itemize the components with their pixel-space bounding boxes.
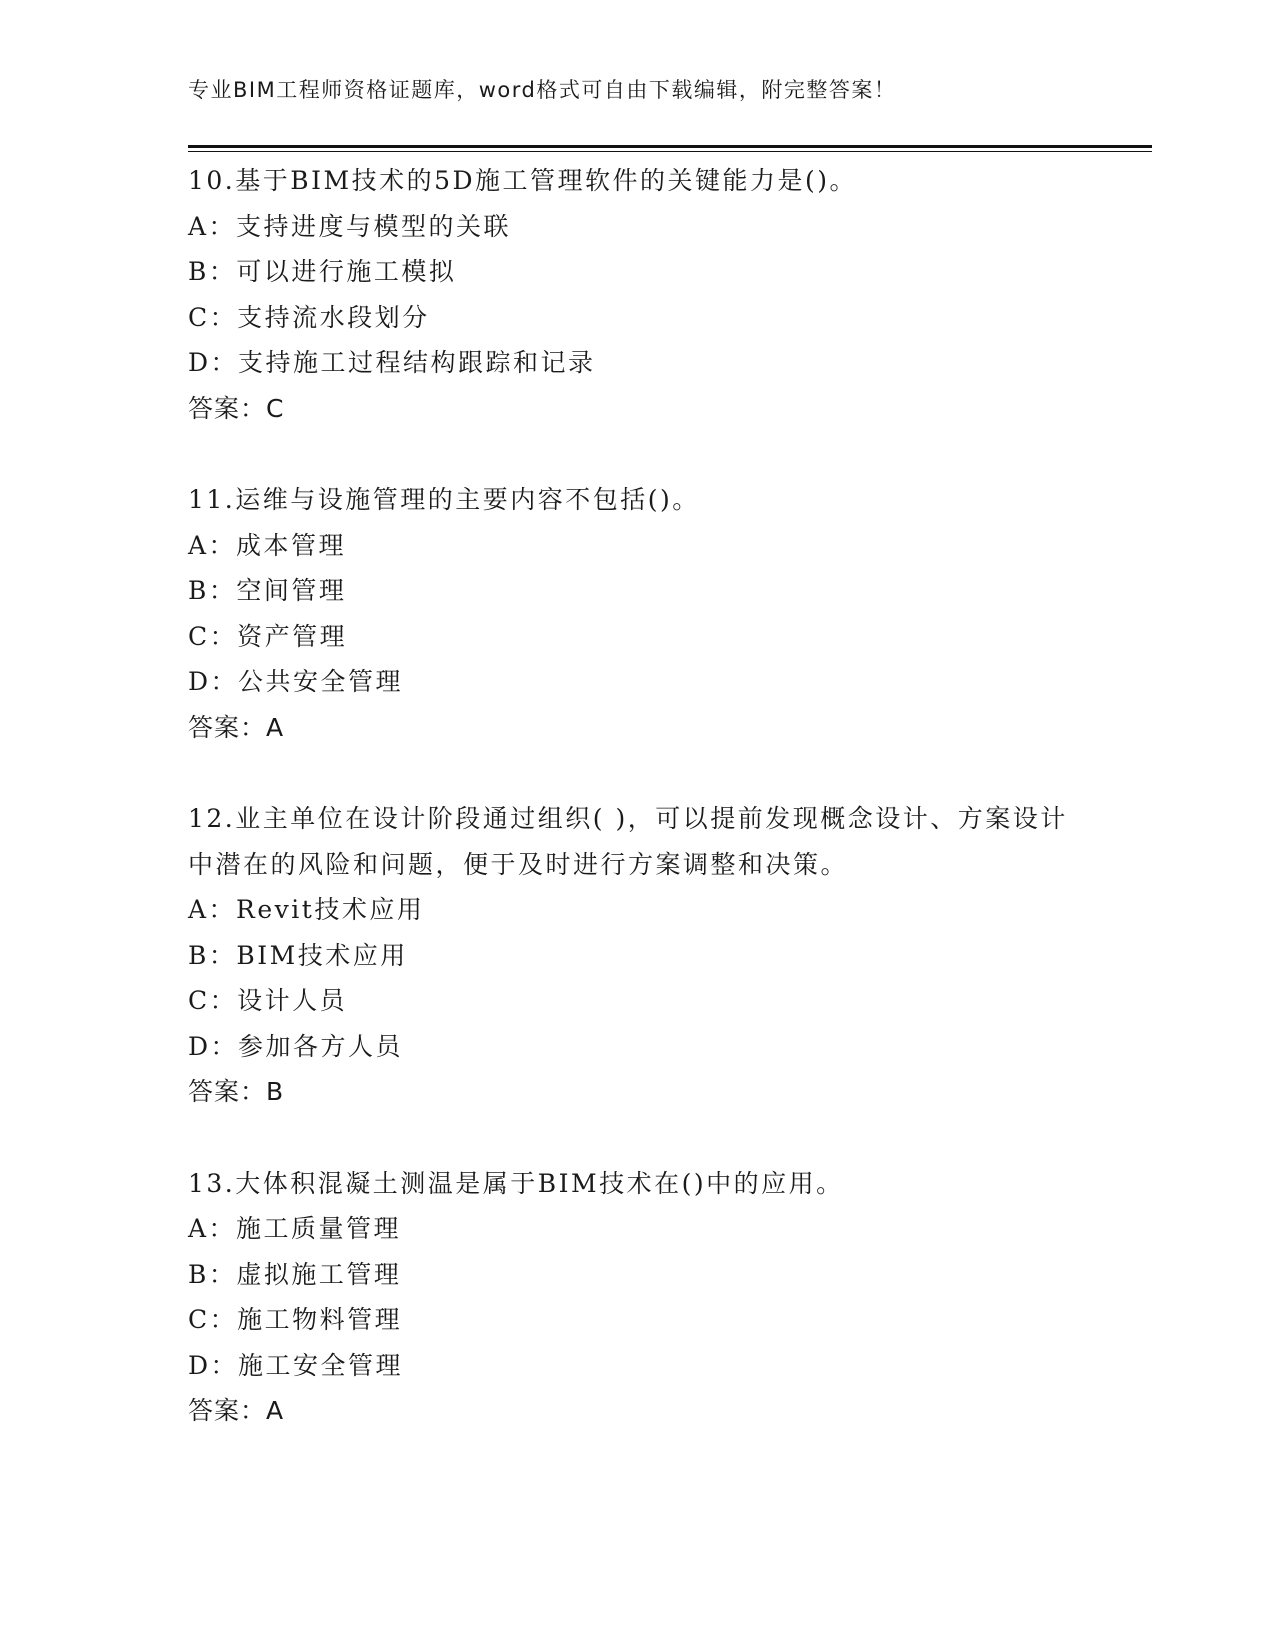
option-b: B：空间管理 (188, 576, 347, 605)
page-header: 专业BIM工程师资格证题库，word格式可自由下载编辑，附完整答案！ (188, 78, 897, 102)
option-a: A：施工质量管理 (188, 1214, 402, 1243)
header-rule-thin (188, 151, 1152, 152)
question-10 (188, 158, 1088, 431)
option-c: C：施工物料管理 (188, 1305, 403, 1334)
option-b: B：可以进行施工模拟 (188, 257, 457, 286)
answer: 答案：C (188, 393, 285, 423)
answer: 答案：B (188, 1077, 285, 1106)
option-b: B：虚拟施工管理 (188, 1259, 402, 1289)
question-stem: 12.业主单位在设计阶段通过组织( )，可以提前发现概念设计、方案设计中潜在的风险和问题，便于及时进行方案调整和决策。 (188, 804, 1068, 879)
question-stem: 10.基于BIM技术的5D施工管理软件的关键能力是()。 (188, 166, 858, 195)
question-11 (188, 477, 1088, 750)
option-a: A：成本管理 (188, 530, 347, 560)
question-13 (188, 1161, 1088, 1434)
option-b: B：BIM技术应用 (188, 940, 408, 970)
question-stem: 13.大体积混凝土测温是属于BIM技术在()中的应用。 (188, 1168, 844, 1198)
option-c: C：支持流水段划分 (188, 302, 430, 332)
answer: 答案：A (188, 712, 285, 742)
option-c: C：资产管理 (188, 621, 348, 651)
question-stem: 11.运维与设施管理的主要内容不包括()。 (188, 485, 700, 514)
answer: 答案：A (188, 1396, 285, 1425)
option-d: D：支持施工过程结构跟踪和记录 (188, 348, 596, 377)
header-rule-thick (188, 145, 1152, 148)
option-c: C：设计人员 (188, 986, 348, 1015)
question-12 (188, 796, 1088, 1115)
option-a: A：Revit技术应用 (188, 895, 425, 924)
option-d: D：施工安全管理 (188, 1350, 404, 1380)
option-d: D：公共安全管理 (188, 667, 404, 696)
option-a: A：支持进度与模型的关联 (188, 211, 512, 241)
question-list (188, 158, 1088, 1480)
option-d: D：参加各方人员 (188, 1031, 404, 1061)
